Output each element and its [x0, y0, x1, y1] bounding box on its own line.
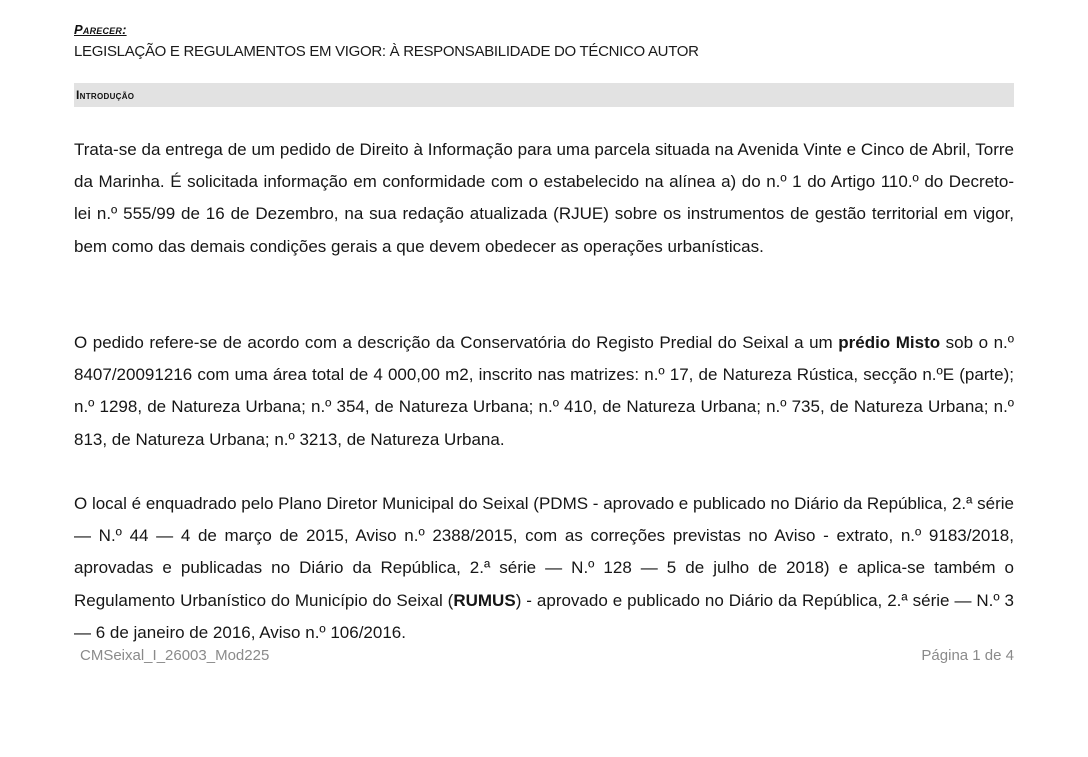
footer-page-number: Página 1 de 4	[921, 647, 1014, 664]
paragraph-text: sob o n.º 8407/20091216 com uma área total de 4 000,00 m2, inscrito nas matrizes: n.º 17, de Natureza Rústica, secção n.ºE (parte); n.º 1298, de Natureza Urbana; n.º 354, de Natureza Urbana; n.º 410, de Natureza Urbana; n.º 735, de Natureza Urbana; n.º 813, de Natureza Urbana; n.º 3213, de Natureza Urbana.	[74, 333, 1014, 449]
paragraph-text: ) - aprovado e publicado no Diário da República, 2.ª série — N.º 3 — 6 de janeiro de 2016, Aviso n.º 106/2016.	[74, 590, 1015, 642]
footer-document-code: CMSeixal_I_26003_Mod225	[80, 647, 270, 664]
paragraph-planning-framework	[74, 488, 1014, 649]
rumus-bold: RUMUS	[453, 590, 516, 610]
paragraph-property-description	[74, 327, 1014, 456]
paragraph-text: O pedido refere-se de acordo com a descrição da Conservatória do Registo Predial do Seixal a um	[74, 333, 839, 352]
section-header-bar	[74, 83, 1014, 107]
paragraph-introduction: Trata-se da entrega de um pedido de Direito à Informação para uma parcela situada na Avenida Vinte e Cinco de Abril, Torre da Marinha. É solicitada informação em conformidade com o estabelecido na alínea a) do n.º 1 do Artigo 110.º do Decreto-lei n.º 555/99 de 16 de Dezembro, na sua redação atualizada (RJUE) sobre os instrumentos de gestão territorial em vigor, bem como das demais condições gerais a que devem obedecer as operações urbanísticas.	[74, 140, 1014, 256]
parecer-label: Parecer:	[74, 22, 127, 37]
paragraph-text: O local é enquadrado pelo Plano Diretor Municipal do Seixal (PDMS - aprovado e publicado no Diário da República, 2.ª série — N.º 44 — 4 de março de 2015, Aviso n.º 2388/2015, com as correções previstas no Aviso - extrato, n.º 9183/2018, aprovadas e publicadas no Diário da República, 2.ª série — N.º 128 — 5 de julho de 2018) e aplica-se também o Regulamento Urbanístico do Município do Seixal (	[74, 494, 1014, 610]
parecer-text: LEGISLAÇÃO E REGULAMENTOS EM VIGOR: À RESPONSABILIDADE DO TÉCNICO AUTOR	[74, 43, 699, 60]
property-type-bold: prédio Misto	[838, 333, 941, 352]
section-title: Introdução	[76, 88, 135, 102]
